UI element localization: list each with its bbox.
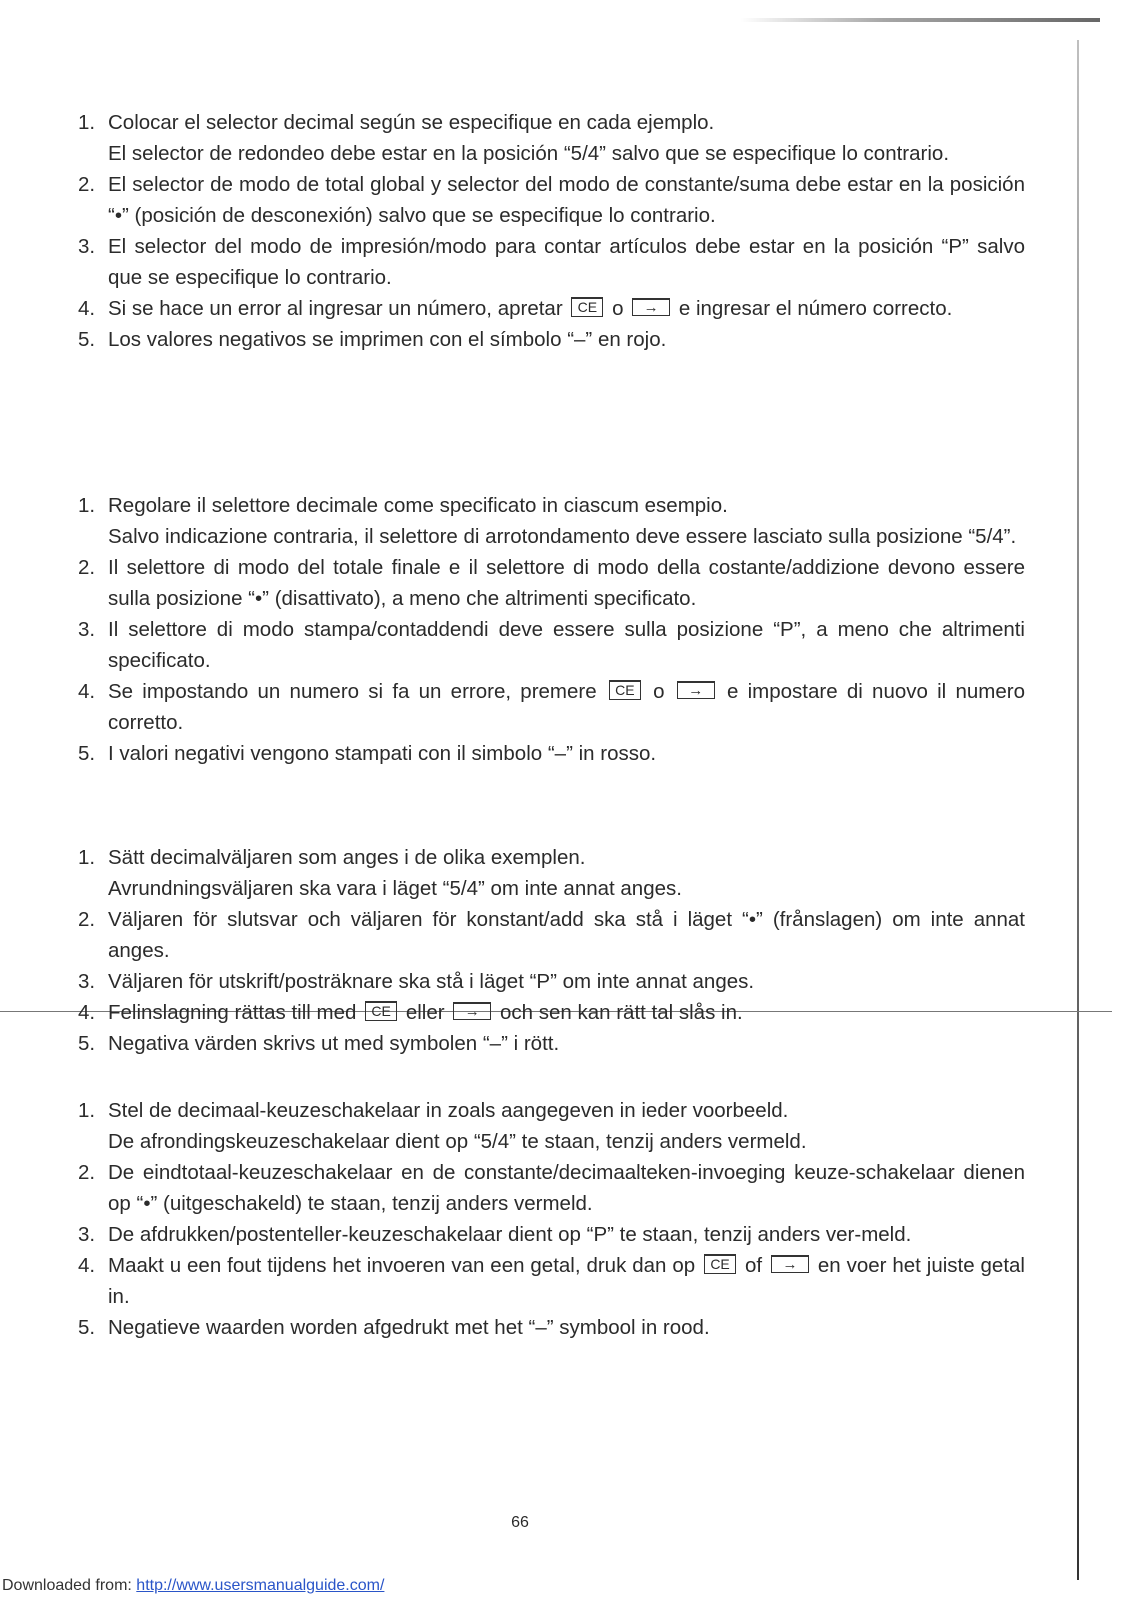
ce-key: CE	[571, 297, 603, 317]
list-item: 4. Maakt u een fout tijdens het invoeren van een getal, druk dan op CE of → en voer het juiste getal in.	[78, 1254, 1025, 1308]
list-item: 1. Stel de decimaal-keuzeschakelaar in zoals aangegeven in ieder voorbeeld. De afrondingskeuzeschakelaar dient op “5/4” te staan, tenzij anders vermeld.	[78, 1099, 807, 1153]
list-item: 2. Väljaren för slutsvar och väljaren för konstant/add ska stå i läget “•” (frånslagen) om inte annat anges.	[78, 908, 1025, 962]
list-item: 4. Felinslagning rättas till med CE eller → och sen kan rätt tal slås in.	[78, 1001, 743, 1024]
list-item: 1. Sätt decimalväljaren som anges i de olika exemplen. Avrundningsväljaren ska vara i läget “5/4” om inte annat anges.	[78, 846, 682, 900]
list-item: 1. Regolare il selettore decimale come specificato in ciascum esempio. Salvo indicazione contraria, il selettore di arrotondamento deve essere lasciato sulla posizione “5/4”.	[78, 494, 1017, 548]
arrow-key-icon: →	[453, 1002, 491, 1020]
list-item: 3. De afdrukken/postenteller-keuzeschakelaar dient op “P” te staan, tenzij anders ver-meld.	[78, 1223, 912, 1246]
scan-top-edge	[740, 18, 1100, 22]
arrow-key-icon: →	[677, 681, 715, 699]
list-item: 5. I valori negativi vengono stampati con il simbolo “–” in rosso.	[78, 742, 657, 765]
list-item: 1. Colocar el selector decimal según se especifique en cada ejemplo. El selector de redondeo debe estar en la posición “5/4” salvo que se especifique lo contrario.	[78, 111, 950, 165]
footer-prefix: Downloaded from:	[2, 1577, 132, 1594]
list-item: 3. Väljaren för utskrift/posträknare ska stå i läget “P” om inte annat anges.	[78, 970, 755, 993]
section-dutch	[70, 1095, 1025, 1343]
list-item: 2. De eindtotaal-keuzeschakelaar en de constante/decimaalteken-invoeging keuze-schakelaar dienen op “•” (uitgeschakeld) te staan, tenzij anders vermeld.	[78, 1161, 1025, 1215]
list-item: 4. Si se hace un error al ingresar un número, apretar CE o → e ingresar el número correcto.	[78, 297, 953, 320]
list-item: 5. Negatieve waarden worden afgedrukt met het “–” symbool in rood.	[78, 1316, 710, 1339]
page-number: 66	[511, 1514, 529, 1531]
list-item: 3. El selector del modo de impresión/modo para contar artículos debe estar en la posición “P” salvo que se especifique lo contrario.	[78, 235, 1025, 289]
section-spanish	[70, 107, 1025, 355]
ce-key: CE	[365, 1001, 397, 1021]
download-footer	[2, 1577, 384, 1595]
list-item: 4. Se impostando un numero si fa un errore, premere CE o → e impostare di nuovo il numero corretto.	[78, 680, 1025, 734]
list-item: 3. Il selettore di modo stampa/contaddendi deve essere sulla posizione “P”, a meno che altrimenti specificato.	[78, 618, 1025, 672]
arrow-key-icon: →	[632, 298, 670, 316]
section-italian	[70, 490, 1025, 769]
ce-key: CE	[704, 1254, 736, 1274]
arrow-key-icon: →	[771, 1255, 809, 1273]
list-item: 2. El selector de modo de total global y selector del modo de constante/suma debe estar en la posición “•” (posición de desconexión) salvo que se especifique lo contrario.	[78, 173, 1025, 227]
footer-link[interactable]: http://www.usersmanualguide.com/	[136, 1577, 385, 1594]
section-swedish	[70, 842, 1025, 1059]
list-item: 5. Negativa värden skrivs ut med symbolen “–” i rött.	[78, 1032, 560, 1055]
list-item: 2. Il selettore di modo del totale finale e il selettore di modo della costante/addizione devono essere sulla posizione “•” (disattivato), a meno che altrimenti specificato.	[78, 556, 1025, 610]
list-item: 5. Los valores negativos se imprimen con el símbolo “–” en rojo.	[78, 328, 667, 351]
scan-binding-edge	[1077, 40, 1079, 1580]
ce-key: CE	[609, 680, 641, 700]
